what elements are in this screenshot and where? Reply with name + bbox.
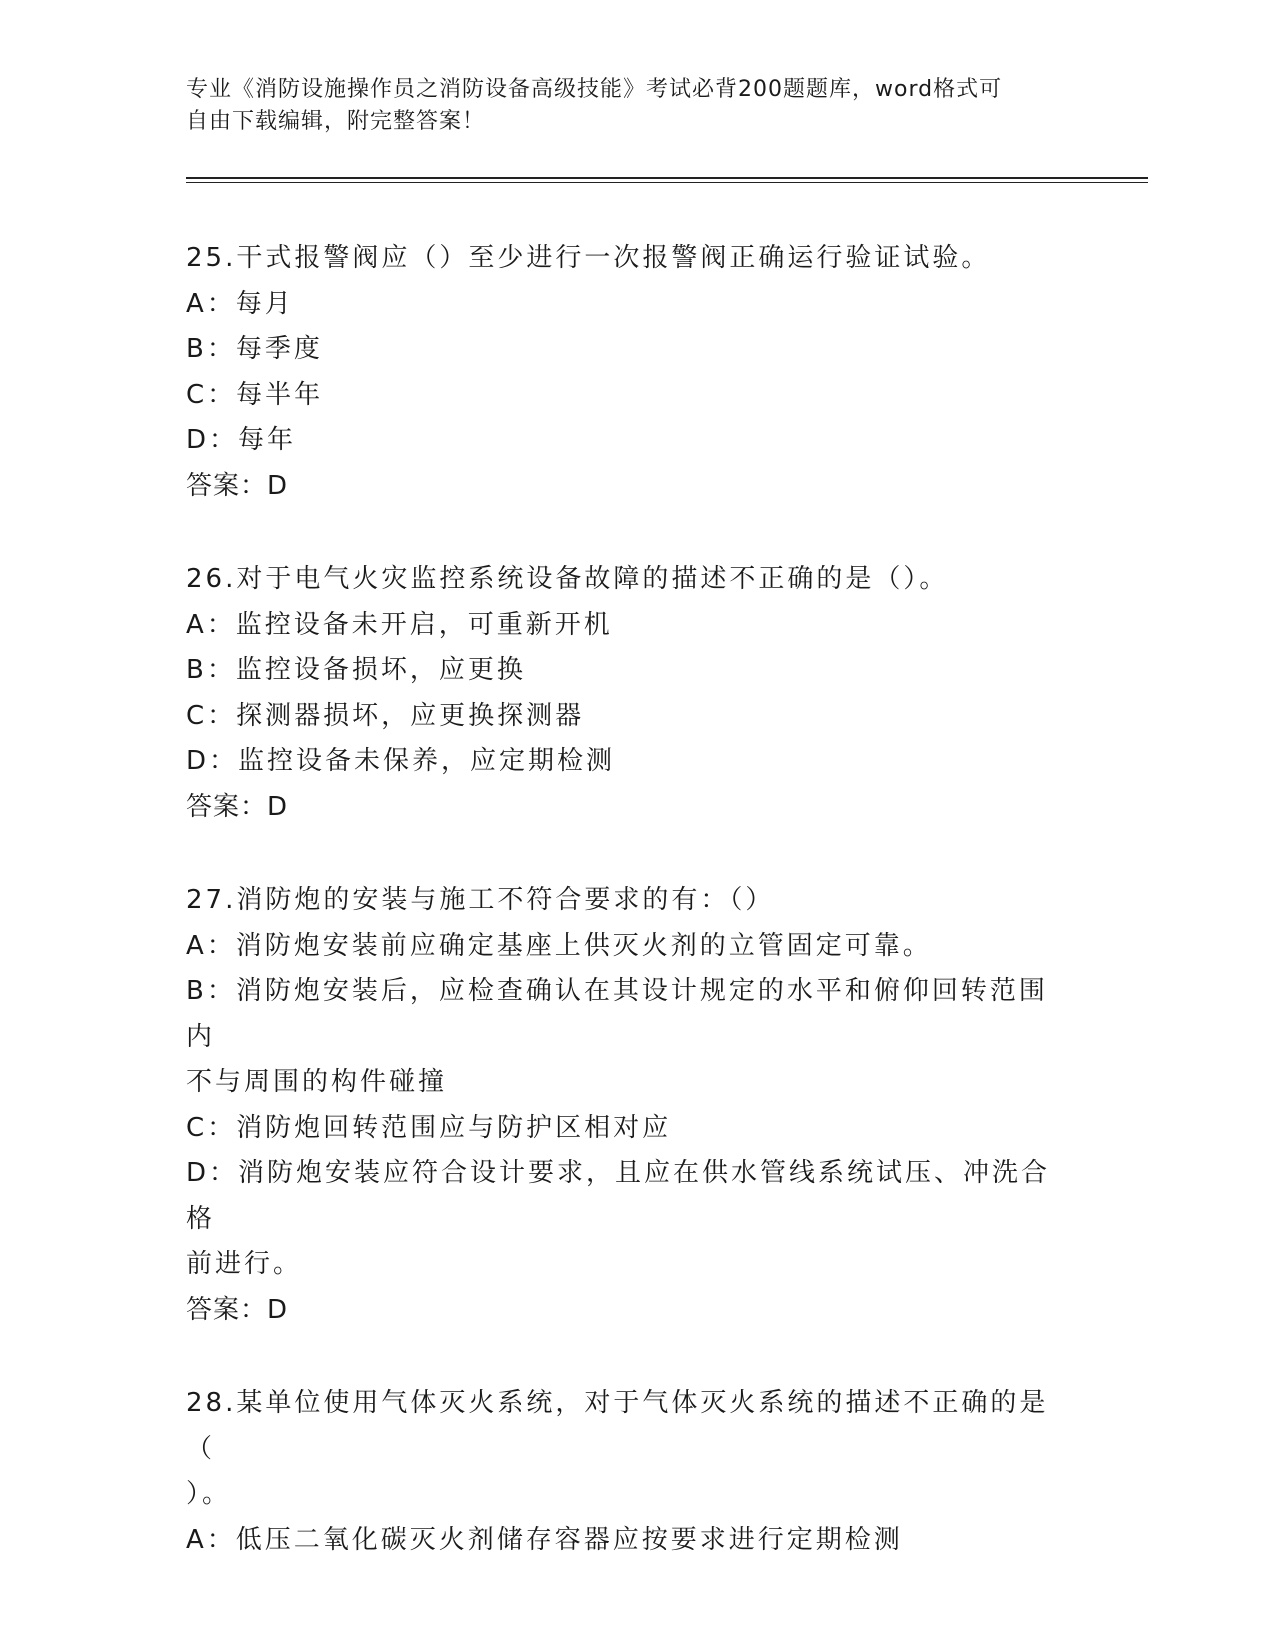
option-c: C：消防炮回转范围应与防护区相对应 bbox=[186, 1112, 672, 1143]
question-26 bbox=[186, 557, 1071, 830]
option-a: A：每月 bbox=[186, 288, 294, 319]
question-list bbox=[186, 236, 1071, 1611]
option-d-continued: 前进行。 bbox=[186, 1249, 303, 1279]
question-25 bbox=[186, 236, 1071, 509]
question-28 bbox=[186, 1381, 1071, 1563]
header-divider-thin bbox=[186, 182, 1148, 183]
document-header bbox=[186, 74, 1066, 138]
header-line-2: 自由下载编辑，附完整答案！ bbox=[186, 109, 486, 134]
header-divider-thick bbox=[186, 177, 1148, 179]
option-b: B：每季度 bbox=[186, 334, 323, 364]
answer: 答案：D bbox=[186, 470, 289, 501]
answer: 答案：D bbox=[186, 1294, 289, 1325]
question-stem: 28.某单位使用气体灭火系统，对于气体灭火系统的描述不正确的是（ bbox=[186, 1388, 1049, 1464]
question-stem: 25.干式报警阀应（）至少进行一次报警阀正确运行验证试验。 bbox=[186, 243, 991, 273]
option-b-continued: 不与周围的构件碰撞 bbox=[186, 1067, 448, 1097]
option-a: A：消防炮安装前应确定基座上供灭火剂的立管固定可靠。 bbox=[186, 930, 932, 961]
question-stem: 27.消防炮的安装与施工不符合要求的有：（） bbox=[186, 885, 775, 915]
option-c: C：每半年 bbox=[186, 379, 324, 410]
question-stem-continued: ）。 bbox=[186, 1479, 232, 1509]
option-b: B：监控设备损坏，应更换 bbox=[186, 655, 526, 685]
option-d: D：消防炮安装应符合设计要求，且应在供水管线系统试压、冲洗合格 bbox=[186, 1158, 1051, 1234]
option-d: D：每年 bbox=[186, 425, 297, 455]
question-stem: 26.对于电气火灾监控系统设备故障的描述不正确的是（）。 bbox=[186, 564, 949, 594]
option-b: B：消防炮安装后，应检查确认在其设计规定的水平和俯仰回转范围内 bbox=[186, 976, 1048, 1052]
option-a: A：低压二氧化碳灭火剂储存容器应按要求进行定期检测 bbox=[186, 1524, 903, 1555]
option-c: C：探测器损坏，应更换探测器 bbox=[186, 700, 585, 731]
option-d: D：监控设备未保养，应定期检测 bbox=[186, 746, 616, 776]
option-a: A：监控设备未开启，可重新开机 bbox=[186, 609, 613, 640]
question-27 bbox=[186, 878, 1071, 1333]
answer: 答案：D bbox=[186, 791, 289, 822]
header-line-1: 专业《消防设施操作员之消防设备高级技能》考试必背200题题库，word格式可 bbox=[186, 77, 1003, 102]
